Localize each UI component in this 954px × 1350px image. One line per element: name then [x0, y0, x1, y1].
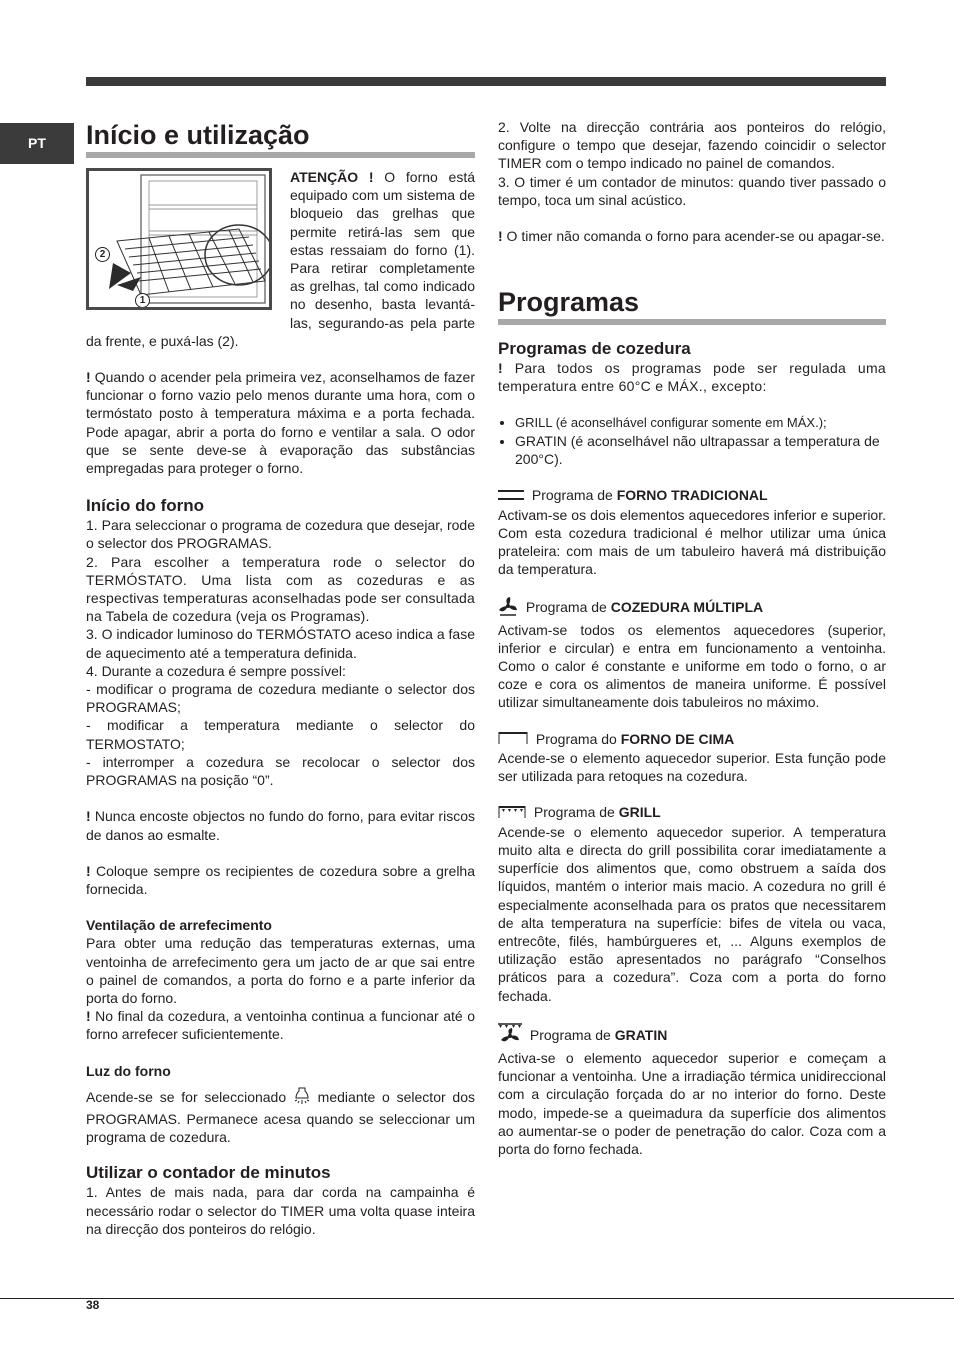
- attention-block: [86, 168, 475, 350]
- warning-mark: !: [498, 228, 503, 245]
- oven-light-icon: [293, 1086, 311, 1110]
- oven-rack-drawing: [89, 171, 269, 307]
- program-name: COZEDURA MÚLTIPLA: [610, 599, 764, 616]
- first-use-note: ! Quando o acender pela primeira vez, aconselhamos de fazer funcionar o forno vazio pelo menos durante uma hora, com o termóstato posto à temperatura máxima e a porta fechada. Pode apagar, abrir a porta do forno e ventilar a sala. O odor que se sente deve-se à evaporação das substâncias empregadas para proteger o forno.: [86, 369, 475, 477]
- start-line: - modificar o programa de cozedura mediante o selector dos PROGRAMAS;: [86, 681, 475, 716]
- footer-divider: [0, 1298, 954, 1299]
- timer-note: ! O timer não comanda o forno para acender-se ou apagar-se.: [498, 228, 885, 245]
- timer-text: 1. Antes de mais nada, para dar corda na campainha é necessário rodar o selector do TIMER uma volta quase inteira na direcção dos ponteiros do relógio.: [86, 1184, 475, 1237]
- start-line: - modificar a temperatura mediante o selector do TERMOSTATO;: [86, 717, 475, 752]
- program-forno-de-cima: Programa do FORNO DE CIMA Acende-se o elemento aquecedor superior. Esta função pode ser utilizada para retoques na cozedura.: [498, 730, 886, 785]
- program-gratin: Programa de GRATIN Activa-se o elemento aquecedor superior e começam a funcionar a ventoinha. Une a irradiação térmica unidireccional com a circulação forçada do ar no interior do forno. Deste modo, impede-se a queimadura da superfície dos alimentos ao aumentar-se o poder de penetração do calor. Coza com a porta do forno fechada.: [498, 1023, 886, 1158]
- page-title: Início e utilização: [86, 118, 475, 158]
- grill-icon: [498, 805, 526, 823]
- callout-2: 2: [95, 247, 110, 262]
- program-description: Acende-se o elemento aquecedor superior. A temperatura muito alta e directa do grill possibilita corar imediatamente a superfície dos alimentos que, como obstruem a saída dos líquidos, mantém o interior mais macio. A cozedura no grill é especialmente aconselhada para os pratos que necessitarem de alta temperatura na superfície: bifes de vitela ou vaca, entrecôte, filés, hambúrgueres et, ... Alguns exemplos de utilização estão apresentados no parágrafo “Conselhos práticos para a cozedura”. Coza com a porta do forno fechada.: [498, 823, 886, 1004]
- program-name: GRATIN: [614, 1026, 668, 1043]
- program-name: FORNO DE CIMA: [620, 730, 735, 747]
- program-description: Activa-se o elemento aquecedor superior e começam a funcionar a ventoinha. Une a irradiação térmica unidireccional com a circulação forçada do ar no interior do forno. Deste modo, impede-se a queimadura da superfície dos alimentos ao aumentar-se o poder de penetração do calor. Coza com a porta do forno fechada.: [498, 1050, 886, 1158]
- page-number: 38: [86, 1298, 100, 1312]
- light-text: Acende-se se for seleccionado mediante o selector dos PROGRAMAS. Permanece acesa quando se seleccionar um programa de cozedura.: [86, 1086, 475, 1147]
- header-bar: [86, 77, 886, 86]
- warning-mark: !: [86, 369, 91, 386]
- program-description: Activam-se todos os elementos aquecedores (superior, inferior e circular) e entra em funcionamento a ventoinha. Como o calor é constante e uniforme em todo o forno, o ar coze e cora os alimentos de maneira uniforme. É possível utilizar simultaneamente dois tabuleiros no máximo.: [498, 621, 886, 711]
- callout-1: 1: [135, 293, 150, 308]
- timer-heading: Utilizar o contador de minutos: [86, 1163, 331, 1183]
- forno-de-cima-icon: [498, 731, 528, 749]
- light-heading: Luz do forno: [86, 1062, 171, 1079]
- ventilation-text: Para obter uma redução das temperaturas externas, uma ventoinha de arrefecimento gera um jacto de ar que sai entre o painel de comandos, a porta do forno e a parte inferior da porta do forno.: [86, 935, 475, 1006]
- right-column: [498, 118, 886, 1158]
- program-grill: Programa de GRILL Acende-se o elemento aquecedor superior. A temperatura muito alta e directa do grill possibilita corar imediatamente a superfície dos alimentos que, como obstruem a saída dos líquidos, mantém o interior mais macio. A cozedura no grill é especialmente aconselhada para os pratos que necessitarem de alta temperatura na superfície: bifes de vitela ou vaca, entrecôte, filés, hambúrgueres et, ... Alguns exemplos de utilização estão apresentados no parágrafo “Conselhos práticos para a cozedura”. Coza com a porta do forno fechada.: [498, 804, 886, 1004]
- exceptions-list: [498, 414, 886, 469]
- cooking-programs-heading: Programas de cozedura: [498, 339, 691, 359]
- cozedura-multipla-icon: [498, 596, 518, 620]
- ventilation-note: ! No final da cozedura, a ventoinha continua a funcionar até o forno arrefecer suficientemente.: [86, 1008, 475, 1043]
- gratin-icon: [498, 1023, 522, 1049]
- program-forno-tradicional: Programa de FORNO TRADICIONAL Activam-se os dois elementos aquecedores inferior e superior. Com esta cozedura tradicional é melhor utilizar uma única prateleira: com mais de um tabuleiro haverá má distribuição da temperatura.: [498, 487, 886, 578]
- list-item: • GRILL (é aconselhável configurar somente em MÁX.);: [515, 414, 886, 432]
- start-line: 2. Para escolher a temperatura rode o selector do TERMÓSTATO. Uma lista com as cozeduras e as respectivas temperaturas aconselhadas pode ser consultada na Tabela de cozedura (veja os Programas).: [86, 553, 475, 625]
- start-line: 4. Durante a cozedura é sempre possível:: [86, 662, 346, 679]
- forno-tradicional-icon: [498, 487, 524, 505]
- program-name: GRILL: [618, 804, 661, 821]
- warning-mark: !: [86, 1008, 91, 1025]
- list-item: • GRATIN (é aconselhável não ultrapassar a temperatura de 200°C).: [515, 432, 886, 468]
- ventilation-heading: Ventilação de arrefecimento: [86, 917, 272, 934]
- language-tab: PT: [0, 123, 74, 164]
- program-description: Activam-se os dois elementos aquecedores inferior e superior. Com esta cozedura tradicional é melhor utilizar uma única prateleira: com mais de um tabuleiro haverá má distribuição da temperatura.: [498, 506, 886, 578]
- start-line: 3. O indicador luminoso do TERMÓSTATO aceso indica a fase de aquecimento até a temperatura definida.: [86, 626, 475, 661]
- attention-text: O forno está equipado com um sistema de bloqueio das grelhas que permite retirá-las sem que estas ressaiam do forno (1). Para retirar completamente as grelhas, tal como indicado no desenho, basta levantá-las, segurando-as pela parte da frente, e puxá-las (2).: [86, 169, 476, 349]
- warning-mark: !: [86, 808, 91, 825]
- warning-mark: !: [498, 360, 503, 377]
- programs-title: Programas: [498, 285, 886, 325]
- start-line: 1. Para seleccionar o programa de cozedura que desejar, rode o selector dos PROGRAMAS.: [86, 517, 475, 552]
- program-cozedura-multipla: Programa de COZEDURA MÚLTIPLA Activam-se todos os elementos aquecedores (superior, inferior e circular) e entra em funcionamento a ventoinha. Como o calor é constante e uniforme em todo o forno, o ar coze e cora os alimentos de maneira uniforme. É possível utilizar simultaneamente dois tabuleiros no máximo.: [498, 596, 886, 711]
- timer-continuation: 2. Volte na direcção contrária aos ponteiros do relógio, configure o tempo que desejar, fazendo coincidir o selector TIMER com o tempo indicado no painel de comandos.: [498, 119, 886, 172]
- left-column: [86, 118, 475, 1238]
- start-heading: Início do forno: [86, 496, 205, 516]
- cooking-intro: ! Para todos os programas pode ser regulada uma temperatura entre 60°C e MÁX., excepto:: [498, 360, 886, 395]
- warning-rack: ! Coloque sempre os recipientes de cozedura sobre a grelha fornecida.: [86, 862, 475, 897]
- oven-rack-illustration: [86, 168, 272, 310]
- program-name: FORNO TRADICIONAL: [616, 487, 768, 504]
- program-description: Acende-se o elemento aquecedor superior. Esta função pode ser utilizada para retoques na cozedura.: [498, 750, 886, 785]
- warning-mark: !: [86, 862, 91, 879]
- warning-backwall: ! Nunca encoste objectos no fundo do forno, para evitar riscos de danos ao esmalte.: [86, 808, 475, 843]
- start-line: - interromper a cozedura se recolocar o selector dos PROGRAMAS na posição “0”.: [86, 753, 475, 789]
- attention-label: ATENÇÃO !: [290, 169, 374, 185]
- timer-continuation: 3. O timer é um contador de minutos: quando tiver passado o tempo, toca um sinal acústico.: [498, 173, 886, 208]
